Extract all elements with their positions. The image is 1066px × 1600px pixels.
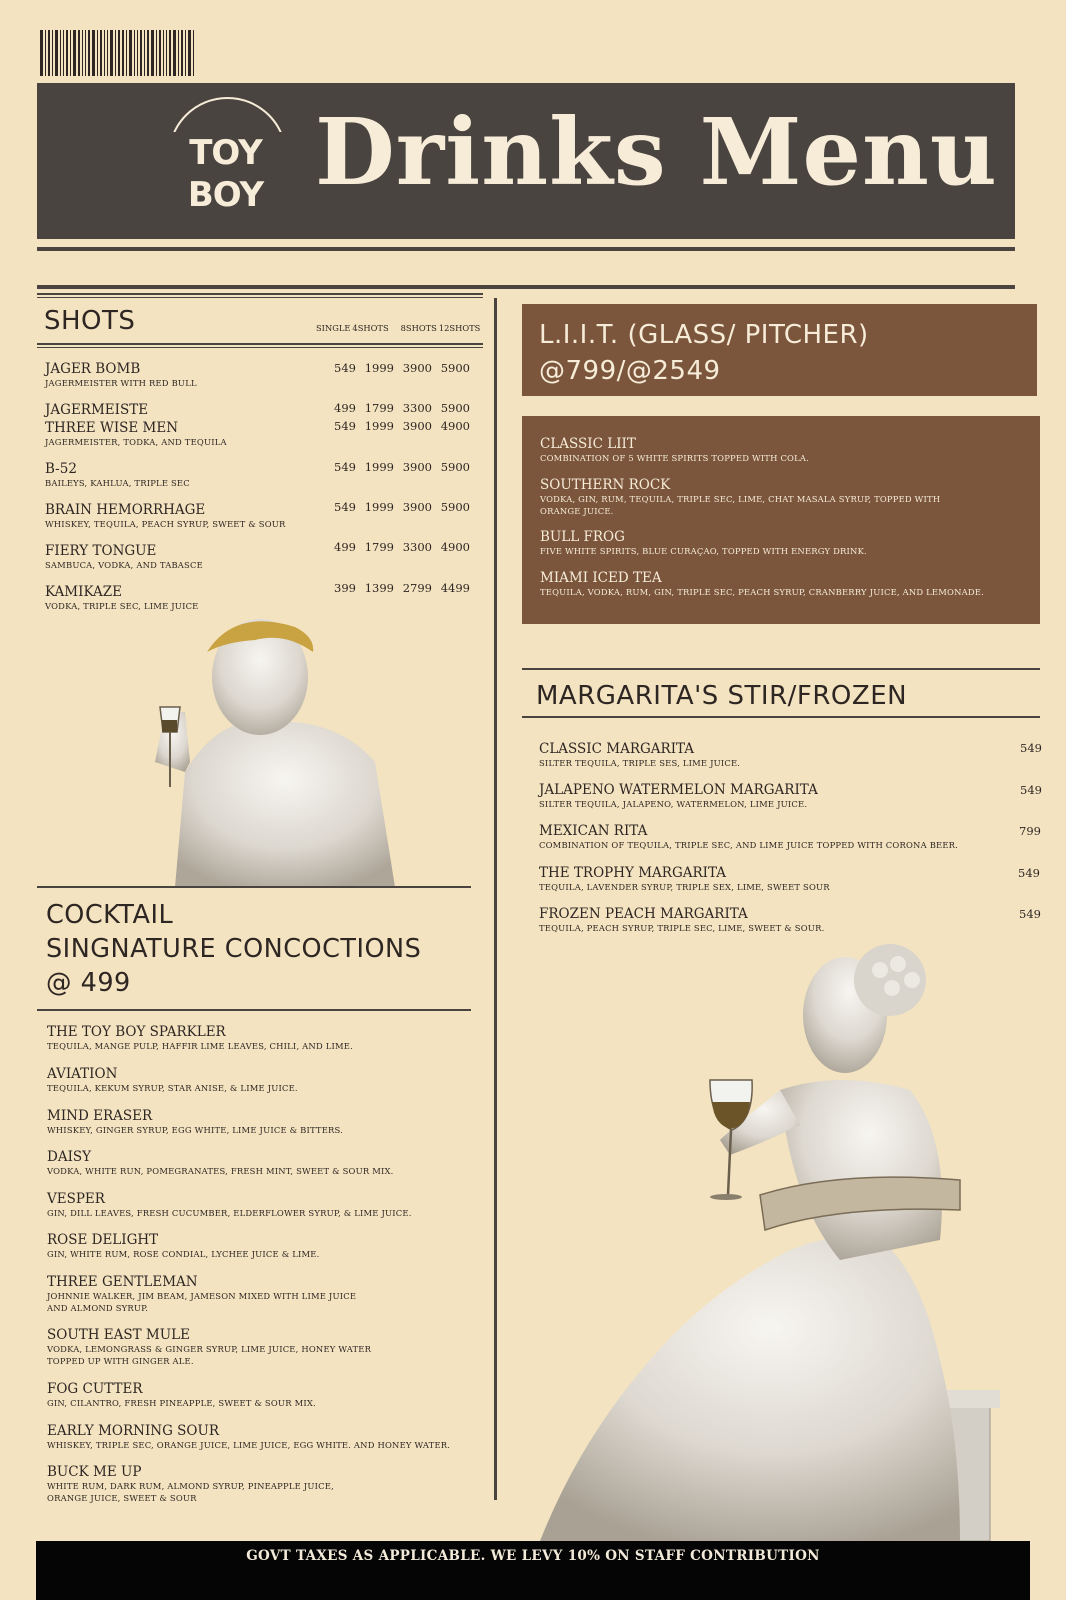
- item-name: FOG CUTTER: [47, 1381, 143, 1397]
- statue-bust-image: [145, 612, 405, 887]
- barcode-bar: [85, 30, 86, 76]
- shots-title: SHOTS: [44, 306, 136, 336]
- menu-item: [47, 1066, 298, 1094]
- menu-item: [45, 543, 203, 571]
- barcode-bar: [134, 30, 135, 76]
- price: 549: [334, 361, 356, 375]
- column-header: 12SHOTS: [438, 323, 481, 333]
- footer-note: GOVT TAXES AS APPLICABLE. WE LEVY 10% ON STAFF CONTRIBUTION: [246, 1548, 820, 1564]
- margaritas-title: MARGARITA'S STIR/FROZEN: [536, 681, 908, 711]
- menu-item: [47, 1108, 343, 1136]
- statue-woman-image: [540, 940, 1030, 1541]
- cocktails-title: [46, 898, 421, 1000]
- divider: [522, 716, 1040, 718]
- menu-item: [47, 1024, 353, 1052]
- cocktails-title-line: SINGNATURE CONCOCTIONS: [46, 934, 422, 964]
- item-price: 549: [1020, 783, 1042, 797]
- price: 549: [334, 460, 356, 474]
- item-name: BRAIN HEMORRHAGE: [45, 502, 206, 518]
- menu-item: [539, 823, 958, 851]
- item-prices: [318, 419, 470, 433]
- item-description: TEQUILA, LAVENDER SYRUP, TRIPLE SEX, LIME, SWEET SOUR: [539, 882, 830, 892]
- barcode-bar: [122, 30, 124, 76]
- divider: [37, 886, 471, 888]
- barcode-bar: [159, 30, 161, 76]
- menu-item: [47, 1149, 394, 1177]
- price: 3300: [402, 540, 432, 554]
- liit-header-box: [522, 304, 1037, 396]
- divider: [37, 347, 483, 348]
- item-description: GIN, CILANTRO, FRESH PINEAPPLE, SWEET & SOUR MIX.: [47, 1398, 316, 1408]
- price: 3300: [402, 401, 432, 415]
- item-prices: [318, 361, 470, 375]
- footer-bar: [36, 1541, 1030, 1600]
- logo: TOY BOY: [148, 132, 303, 216]
- item-price: 549: [1019, 907, 1041, 921]
- menu-item: [45, 402, 148, 418]
- cocktails-title-line: @ 499: [46, 968, 131, 998]
- column-header: 4SHOTS: [352, 323, 389, 333]
- barcode-bar: [66, 30, 68, 76]
- item-prices: [318, 401, 470, 415]
- price: 1799: [364, 540, 394, 554]
- item-name: FIERY TONGUE: [45, 543, 157, 559]
- barcode-bar: [185, 30, 186, 76]
- barcode-bar: [129, 30, 132, 76]
- barcode-bar: [88, 30, 90, 76]
- item-name: SOUTH EAST MULE: [47, 1327, 190, 1343]
- page-title: Drinks Menu: [315, 98, 998, 206]
- barcode-bar: [45, 30, 46, 76]
- item-name: THE TOY BOY SPARKLER: [47, 1024, 226, 1040]
- price: 399: [334, 581, 356, 595]
- barcode-bar: [166, 30, 167, 76]
- price: 499: [334, 401, 356, 415]
- barcode-bar: [193, 30, 194, 76]
- item-description: GIN, DILL LEAVES, FRESH CUCUMBER, ELDERFLOWER SYRUP, & LIME JUICE.: [47, 1208, 412, 1218]
- barcode-bar: [70, 30, 71, 76]
- barcode-bar: [55, 30, 58, 76]
- item-description: JAGERMEISTER, TODKA, AND TEQUILA: [45, 437, 227, 447]
- barcode-bar: [156, 30, 157, 76]
- menu-item: [47, 1191, 412, 1219]
- item-name: SOUTHERN ROCK: [540, 477, 671, 493]
- menu-item: [540, 529, 867, 557]
- price: 2799: [402, 581, 432, 595]
- price: 3900: [402, 419, 432, 433]
- item-description: COMBINATION OF 5 WHITE SPIRITS TOPPED WITH COLA.: [540, 453, 809, 463]
- divider: [37, 293, 483, 295]
- item-name: FROZEN PEACH MARGARITA: [539, 906, 748, 922]
- menu-item: [45, 420, 227, 448]
- price: 1799: [364, 401, 394, 415]
- menu-item: [45, 361, 197, 389]
- menu-item: [539, 782, 818, 810]
- price: 3900: [402, 500, 432, 514]
- shots-column-headers: [316, 322, 480, 334]
- divider: [37, 1009, 471, 1011]
- column-divider: [494, 298, 497, 1500]
- item-name: THE TROPHY MARGARITA: [539, 865, 727, 881]
- menu-item: [45, 461, 190, 489]
- barcode-bar: [60, 30, 61, 76]
- barcode-bar: [144, 30, 145, 76]
- barcode-bar: [63, 30, 64, 76]
- item-prices: [318, 581, 470, 595]
- item-description: VODKA, TRIPLE SEC, LIME JUICE: [45, 601, 199, 611]
- item-name: DAISY: [47, 1149, 92, 1165]
- item-description: COMBINATION OF TEQUILA, TRIPLE SEC, AND LIME JUICE TOPPED WITH CORONA BEER.: [539, 840, 959, 850]
- menu-item: [47, 1423, 450, 1451]
- column-header: 8SHOTS: [400, 323, 437, 333]
- item-name: BULL FROG: [540, 529, 625, 545]
- item-name: ROSE DELIGHT: [47, 1232, 159, 1248]
- barcode-bar: [73, 30, 76, 76]
- barcode-bar: [78, 30, 80, 76]
- item-description: GIN, WHITE RUM, ROSE CONDIAL, LYCHEE JUICE & LIME.: [47, 1249, 320, 1259]
- menu-item: [47, 1274, 357, 1314]
- item-name: VESPER: [47, 1191, 105, 1207]
- cocktails-title-line: COCKTAIL: [46, 900, 174, 930]
- menu-item: [47, 1327, 407, 1367]
- item-name: JALAPENO WATERMELON MARGARITA: [539, 782, 818, 798]
- barcode-bar: [92, 30, 95, 76]
- menu-item: [45, 502, 286, 530]
- price: 3900: [402, 460, 432, 474]
- item-description: TEQUILA, MANGE PULP, HAFFIR LIME LEAVES, CHILI, AND LIME.: [47, 1041, 353, 1051]
- item-description: VODKA, LEMONGRASS & GINGER SYRUP, LIME JUICE, HONEY WATER TOPPED UP WITH GINGER ALE.: [47, 1344, 372, 1366]
- item-name: BUCK ME UP: [47, 1464, 142, 1480]
- divider: [37, 285, 1015, 289]
- item-name: KAMIKAZE: [45, 584, 122, 600]
- item-name: EARLY MORNING SOUR: [47, 1423, 220, 1439]
- barcode-bar: [173, 30, 176, 76]
- item-description: FIVE WHITE SPIRITS, BLUE CURAÇAO, TOPPED WITH ENERGY DRINK.: [540, 546, 867, 556]
- barcode-bar: [151, 30, 154, 76]
- column-header: SINGLE: [316, 323, 351, 333]
- barcode-bar: [107, 30, 108, 76]
- item-description: SILTER TEQUILA, JALAPENO, WATERMELON, LIME JUICE.: [539, 799, 808, 809]
- price: 1999: [364, 419, 394, 433]
- barcode-bar: [181, 30, 183, 76]
- item-name: CLASSIC LIIT: [540, 436, 636, 452]
- item-description: VODKA, GIN, RUM, TEQUILA, TRIPLE SEC, LIME, CHAT MASALA SYRUP, TOPPED WITH ORANGE JUICE.: [540, 494, 941, 516]
- price: 4499: [440, 581, 470, 595]
- price: 3900: [402, 361, 432, 375]
- menu-item: [539, 865, 830, 893]
- liit-items-box: [522, 416, 1040, 624]
- item-prices: [318, 540, 470, 554]
- menu-item: [47, 1381, 316, 1409]
- barcode: [40, 30, 226, 76]
- menu-item: [45, 584, 199, 612]
- price: 549: [334, 500, 356, 514]
- menu-item: [47, 1232, 319, 1260]
- item-name: MEXICAN RITA: [539, 823, 648, 839]
- price: 4900: [440, 419, 470, 433]
- price: 1399: [364, 581, 394, 595]
- item-name: THREE GENTLEMAN: [47, 1274, 198, 1290]
- item-description: BAILEYS, KAHLUA, TRIPLE SEC: [45, 478, 190, 488]
- item-price: 549: [1020, 741, 1042, 755]
- menu-item: [540, 436, 809, 464]
- item-name: MIND ERASER: [47, 1108, 153, 1124]
- barcode-bar: [137, 30, 138, 76]
- item-description: TEQUILA, KEKUM SYRUP, STAR ANISE, & LIME JUICE.: [47, 1083, 298, 1093]
- barcode-bar: [118, 30, 120, 76]
- liit-price: @799/@2549: [539, 356, 721, 386]
- item-prices: [318, 500, 470, 514]
- menu-item: [539, 906, 824, 934]
- divider: [37, 297, 483, 298]
- divider: [37, 247, 1015, 251]
- barcode-bar: [188, 30, 191, 76]
- barcode-bar: [48, 30, 50, 76]
- barcode-bar: [126, 30, 127, 76]
- barcode-bar: [169, 30, 171, 76]
- item-prices: [318, 460, 470, 474]
- item-price: 799: [1019, 824, 1041, 838]
- item-description: TEQUILA, PEACH SYRUP, TRIPLE SEC, LIME, SWEET & SOUR.: [539, 923, 825, 933]
- price: 5900: [440, 401, 470, 415]
- item-description: JAGERMEISTER WITH RED BULL: [45, 378, 197, 388]
- divider: [522, 668, 1040, 670]
- price: 5900: [440, 361, 470, 375]
- menu-item: [540, 477, 950, 517]
- item-name: JAGERMEISTE: [45, 402, 149, 418]
- menu-item: [539, 741, 740, 769]
- menu-item: [540, 570, 984, 598]
- barcode-bar: [52, 30, 53, 76]
- price: 549: [334, 419, 356, 433]
- item-name: CLASSIC MARGARITA: [539, 741, 695, 757]
- price: 1999: [364, 460, 394, 474]
- barcode-bar: [110, 30, 113, 76]
- item-name: JAGER BOMB: [45, 361, 141, 377]
- item-description: WHISKEY, TRIPLE SEC, ORANGE JUICE, LIME JUICE, EGG WHITE. AND HONEY WATER.: [47, 1440, 451, 1450]
- item-description: WHISKEY, TEQUILA, PEACH SYRUP, SWEET & SOUR: [45, 519, 286, 529]
- barcode-bar: [100, 30, 102, 76]
- item-name: MIAMI ICED TEA: [540, 570, 662, 586]
- barcode-bar: [104, 30, 105, 76]
- barcode-bar: [140, 30, 142, 76]
- barcode-bar: [115, 30, 116, 76]
- menu-item: [47, 1464, 337, 1504]
- barcode-bar: [82, 30, 83, 76]
- price: 5900: [440, 500, 470, 514]
- item-description: WHISKEY, GINGER SYRUP, EGG WHITE, LIME JUICE & BITTERS.: [47, 1125, 344, 1135]
- liit-title: L.I.I.T. (GLASS/ PITCHER): [539, 320, 869, 350]
- barcode-bar: [147, 30, 149, 76]
- divider: [37, 343, 483, 345]
- price: 5900: [440, 460, 470, 474]
- barcode-bar: [163, 30, 164, 76]
- item-description: JOHNNIE WALKER, JIM BEAM, JAMESON MIXED WITH LIME JUICE AND ALMOND SYRUP.: [47, 1291, 357, 1313]
- item-description: VODKA, WHITE RUN, POMEGRANATES, FRESH MINT, SWEET & SOUR MIX.: [47, 1166, 394, 1176]
- item-price: 549: [1018, 866, 1040, 880]
- item-name: AVIATION: [47, 1066, 118, 1082]
- price: 499: [334, 540, 356, 554]
- barcode-bar: [40, 30, 43, 76]
- price: 1999: [364, 361, 394, 375]
- item-description: SILTER TEQUILA, TRIPLE SES, LIME JUICE.: [539, 758, 741, 768]
- item-description: WHITE RUM, DARK RUM, ALMOND SYRUP, PINEAPPLE JUICE, ORANGE JUICE, SWEET & SOUR: [47, 1481, 334, 1503]
- item-name: B-52: [45, 461, 77, 477]
- barcode-bar: [178, 30, 179, 76]
- item-description: SAMBUCA, VODKA, AND TABASCE: [45, 560, 203, 570]
- price: 1999: [364, 500, 394, 514]
- item-description: TEQUILA, VODKA, RUM, GIN, TRIPLE SEC, PEACH SYRUP, CRANBERRY JUICE, AND LEMONADE.: [540, 587, 984, 597]
- item-name: THREE WISE MEN: [45, 420, 179, 436]
- price: 4900: [440, 540, 470, 554]
- barcode-bar: [97, 30, 98, 76]
